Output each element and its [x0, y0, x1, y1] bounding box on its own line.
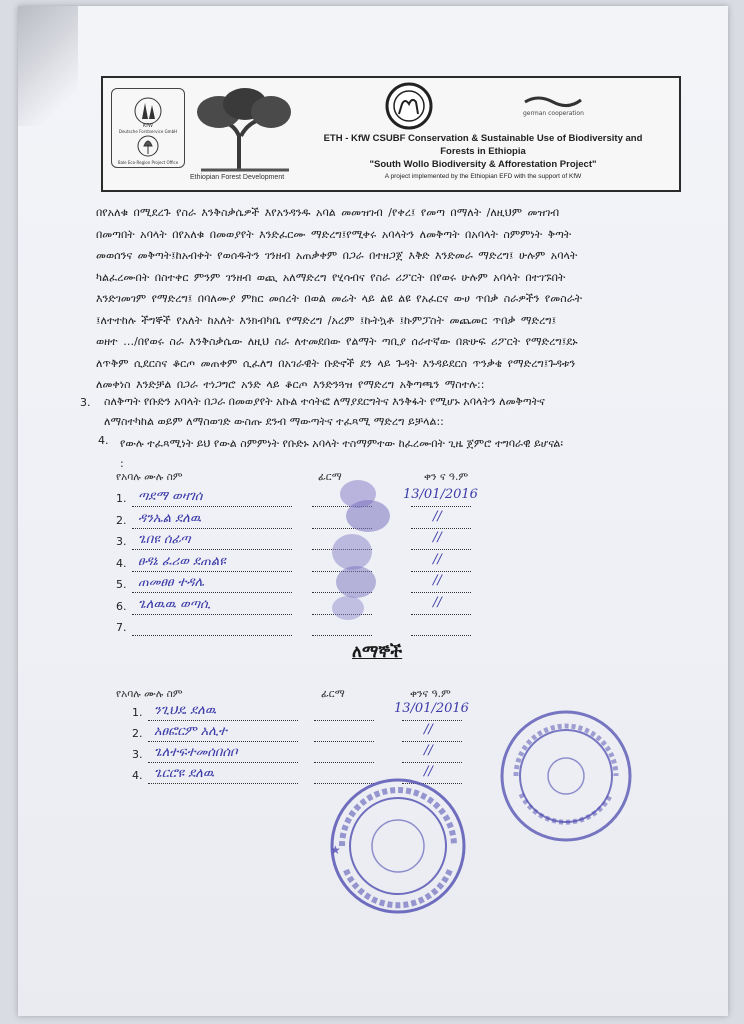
logo-line-2: Deutsche Forstservice GmbH — [118, 129, 178, 134]
logo-line-3: Bale Eco-Region Project Office — [117, 160, 179, 165]
handwritten-date: // — [424, 764, 433, 779]
row-number: 1. — [116, 492, 127, 505]
paragraph-line: እንድገመገም የማድረግ፤ በባለሙያ ምክር መሰረት በወል መሬት ላይ ልዩ ልዩ የአፈርና ውሀ ጥበቃ ስራዎችን የመስራት — [96, 292, 583, 305]
handwritten-name: አፀፎርም አሊተ — [154, 724, 227, 739]
handwritten-name: ጣደማ ወዛገሰ — [138, 489, 203, 504]
svg-text:★: ★ — [330, 843, 341, 857]
paragraph-line: ለመቀነስ እንድቻል በጋራ ተነጋግሮ አንድ ላይ ቆርጦ እንድንጓዝ የማድረግ አቅጣጫን ማስተሉ:: — [96, 378, 485, 391]
table-row — [132, 701, 552, 726]
paragraph-line: በየአለቁ በሚደረጉ የስራ እንቅስቃሴዎች እየአንዳንዱ አባል መመዝገብ /የቀረ፤ የመጣ በማለት /ለዚህም መዝገብ — [96, 206, 560, 219]
handwritten-name: ጌለተፍተመሰበሰቦ — [154, 745, 238, 760]
table-row — [132, 722, 552, 747]
handwritten-date: // — [424, 743, 433, 758]
members-col-date: ቀን ና ዓ.ም — [424, 471, 469, 483]
giz-logo — [523, 94, 584, 117]
handwritten-name: ንጊህዴ ደለዉ — [154, 703, 217, 718]
item-3-line-2: ለማስተካከል ወይም ለማስወገድ ውስጡ ደንብ ማውጣትና ተፈጻሚ ማድረግ ይቻላል:: — [104, 415, 444, 428]
handwritten-date: 13/01/2016 — [403, 487, 478, 502]
page-fold — [18, 6, 78, 126]
item-3-line-1: ስለቅጣት የቡድን አባላት በጋራ በመወያየት አኩል ተሳትፎ ለማያደርግትና እንቅፋት የሚሆኑ አባላትን ለመቅጣትና — [104, 395, 545, 408]
row-number: 7. — [116, 621, 127, 634]
witnesses-title: ለማኞች — [352, 642, 403, 662]
project-subtitle: A project implemented by the Ethiopian EFD with the support of KfW — [384, 173, 582, 180]
handwritten-date: // — [433, 508, 442, 524]
giz-label: german cooperation — [523, 110, 584, 117]
row-number: 6. — [116, 599, 127, 613]
name-line — [132, 621, 292, 636]
handwritten-name: ጌለዉዉ ወጣሲ — [138, 596, 211, 612]
item-4-line-2: : — [120, 457, 124, 470]
date-line — [411, 621, 471, 636]
row-number: 4. — [132, 769, 143, 782]
item-3-text — [104, 392, 704, 432]
row-number: 4. — [116, 556, 127, 570]
handwritten-date: // — [433, 594, 442, 610]
signature-line — [314, 748, 374, 763]
paragraph-line: መወሰንና መቅጣት፤ከአብቀት የወሰዱትን ገንዘብ አጠቃቀም በጋራ በተዘጋጀ እቅድ እንድመራ ማድረግ፤ ሁሉም አባላት — [96, 249, 578, 262]
witnesses-col-name: የአባሉ ሙሉ ስም — [116, 688, 183, 700]
giz-wave-icon — [523, 94, 583, 108]
handwritten-date: 13/01/2016 — [394, 701, 469, 716]
efd-label: Ethiopian Forest Development — [190, 174, 285, 181]
paragraph-line: ወዘተ …/በየወሩ ስራ እንቅስቃሴው ለዚህ ስራ ለተመደበው የልማት ጣቢያ ሰራተኛው በጽሁፍ ሪፖርት የማድረግ፤ደኑ — [96, 335, 578, 348]
project-header — [101, 76, 681, 192]
paragraph-line: በመጣበት አባላት በየአለቁ በመወያየት እንድፈርሙ ማድረግ፤የሚቀሩ አባላትን ለመቅጣት በአባላት ስምምነት ቅጣት — [96, 227, 572, 241]
agreement-paragraph — [96, 202, 706, 396]
logo-line-1: KfW — [143, 123, 153, 129]
witnesses-col-date: ቀንና ዓ.ም — [410, 688, 451, 700]
tree-circle-icon — [112, 134, 184, 160]
handwritten-date: // — [424, 722, 433, 737]
title-line-1: ETH - KfW CSUBF Conservation & Sustainable Use of Biodiversity and — [323, 133, 643, 144]
row-number: 1. — [132, 706, 143, 719]
paragraph-line: ካልፈረሙበት በስተቀር ምንም ገንዘብ ወጪ አለማድረግ የሂሳብና የስራ ሪፖርት በየወሩ ሁሉም አባላት በተገኙበት — [96, 270, 566, 284]
row-number: 3. — [116, 535, 127, 548]
handwritten-date: // — [433, 551, 442, 567]
table-row — [132, 743, 552, 768]
thumbprint-marks — [318, 476, 408, 626]
document-sheet — [18, 6, 728, 1016]
paragraph-line: ፤ለተተከሉ ችግኞች የአለት ከአለት እንክብካቤ የማድረግ /አረም ፤ኩትኳቶ ፤ኩምፓስት መጨመር ጥበቃ ማድረግ፤ — [96, 313, 557, 327]
tree-emblem-icon — [112, 93, 184, 127]
handwritten-name: ፀዳኔ ፈሪወ ደጠልዩ — [138, 553, 226, 569]
item-3-number: 3. — [80, 396, 91, 409]
members-col-sign: ፊርማ — [318, 471, 342, 483]
handwritten-name: ዳንኤል ደለዉ — [138, 510, 202, 526]
title-line-2: Forests in Ethiopia — [440, 146, 526, 157]
handwritten-date: // — [433, 530, 442, 545]
row-number: 3. — [132, 748, 143, 761]
handwritten-name: ጌበዩ ሰፊጣ — [138, 532, 191, 547]
handwritten-name: ጠመፀፀ ተዳሌ — [138, 575, 205, 590]
round-stamp-right — [496, 706, 636, 846]
project-title-block — [303, 132, 663, 180]
handwritten-date: // — [433, 573, 442, 588]
item-4-line-1: የውሉ ተፈጻሚነት ይህ የውል ስምምነት የቡድኑ አባላት ተስማምተው ከፈረሙበት ጊዜ ጀምሮ ተግባራዊ ይሆናል፡ — [120, 437, 563, 450]
forest-tree-icon — [195, 86, 295, 174]
round-stamp-bottom — [318, 774, 478, 924]
signature-line — [314, 727, 374, 742]
paragraph-line: ለጥቅም ሲደርስና ቆርጦ መጠቀም ሲፈለግ በአገራዊት ቡድኖች ደን ላይ ጉዳት እንዳይደርስ ጥንቃቄ የማድረግ፤ጉዳቱን — [96, 356, 576, 370]
handwritten-name: ጌርሮዩ ደለዉ — [154, 766, 215, 781]
camel-emblem-icon — [385, 82, 433, 130]
kfw-logo — [111, 88, 185, 168]
item-4-text — [120, 434, 710, 474]
row-number: 5. — [116, 578, 127, 591]
item-4-number: 4. — [98, 434, 109, 447]
title-line-3: "South Wollo Biodiversity & Afforestation Project" — [369, 159, 597, 170]
row-number: 2. — [116, 513, 127, 527]
members-col-name: የአባሉ ሙሉ ስም — [116, 471, 183, 483]
signature-line — [314, 706, 374, 721]
row-number: 2. — [132, 727, 143, 740]
witnesses-col-sign: ፊርማ — [321, 688, 345, 700]
